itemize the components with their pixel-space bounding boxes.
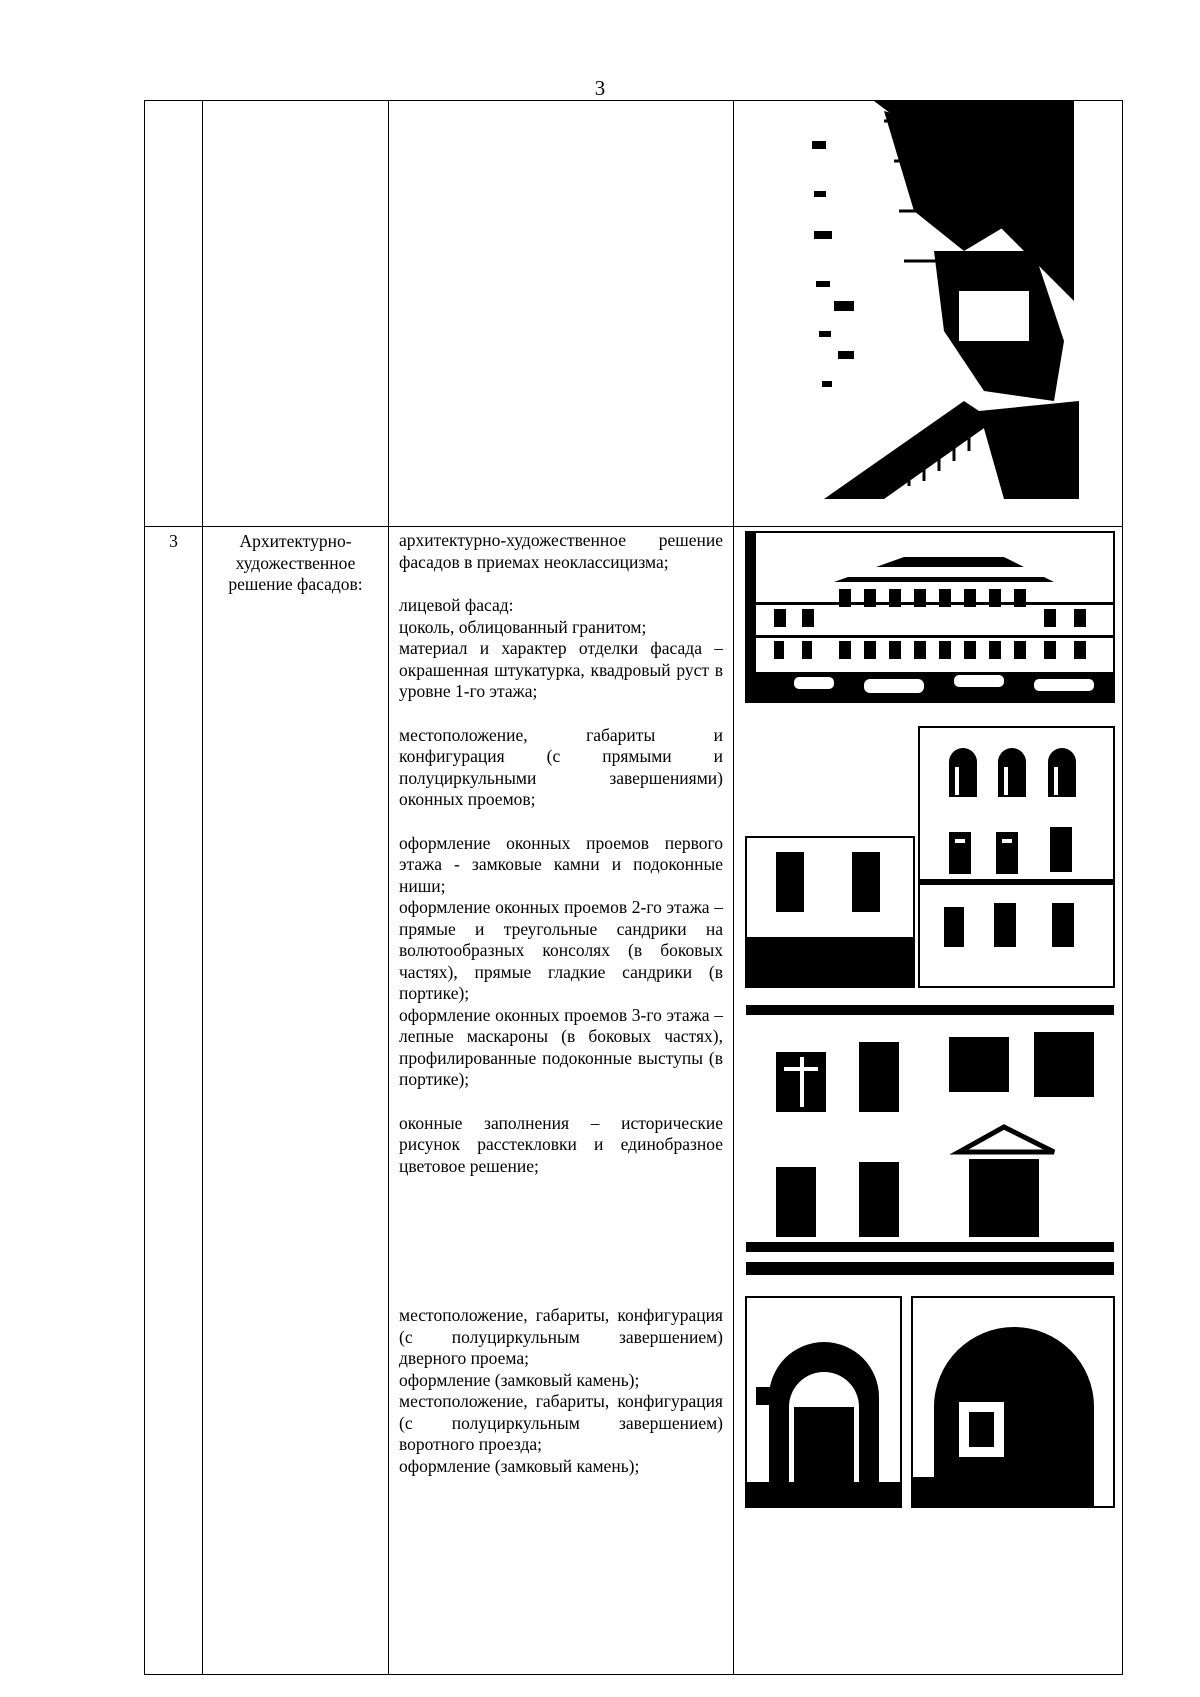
photo-cell [734,527,1123,1675]
row-description [389,527,734,1675]
gate-arch-photo [912,1297,1114,1507]
paragraph: оформление оконных проемов первого этажа - замковые камни и подоконные ниши; [399,832,723,896]
paragraph: лицевой фасад: [399,595,514,615]
staircase-photo [734,101,1123,526]
row-title-cell [203,101,389,527]
paragraph: оформление (замковый камень); [399,1369,640,1390]
paragraph: материал и характер отделки фасада – окрашенная штукатурка, квадровый руст в уровне 1-го этажа; [399,638,723,701]
photo-cell [734,101,1123,527]
window-detail-photo [746,837,914,987]
paragraph: местоположение, габариты, конфигурация (с полуциркульным завершением) дверного проема; [399,1305,723,1368]
pediment-photo [746,1005,1114,1275]
facade-photos [734,527,1123,1674]
paragraph: архитектурно-художественное решение фасадов в приемах неоклассицизма; [399,530,723,572]
row-title: Архитектурно-художественное решение фасадов: [203,527,389,1675]
facade-photo [746,532,1114,702]
paragraph: местоположение, габариты, конфигурация (с полуциркульным завершением) воротного проезда; [399,1391,723,1454]
table-row [145,101,1123,527]
paragraph: оформление (замковый камень); [399,1455,640,1476]
row-description-cell [389,101,734,527]
paragraph: оформление оконных проемов 2-го этажа – прямые и треугольные сандрики на волютообразных консолях (в боковых частях), прямые гладкие сандрики (в портике); [399,897,723,1003]
paragraph: цоколь, облицованный гранитом; [399,616,647,637]
paragraph: местоположение, габариты и конфигурация (с прямыми и полуциркульными завершениями) оконных проемов; [399,724,723,809]
paragraph: оконные заполнения – исторические рисунок расстекловки и единобразное цветовое решение; [399,1112,723,1176]
row-number-cell [145,101,203,527]
row-number: 3 [145,527,203,1675]
paragraph: оформление оконных проемов 3-го этажа – лепные маскароны (в боковых частях), профилированные подоконные выступы (в портике); [399,1004,723,1089]
windows-photo [919,727,1114,987]
page-number: 3 [594,76,606,100]
protected-features-table [144,100,1123,1675]
door-arch-photo [746,1297,901,1507]
table-row [145,527,1123,1675]
